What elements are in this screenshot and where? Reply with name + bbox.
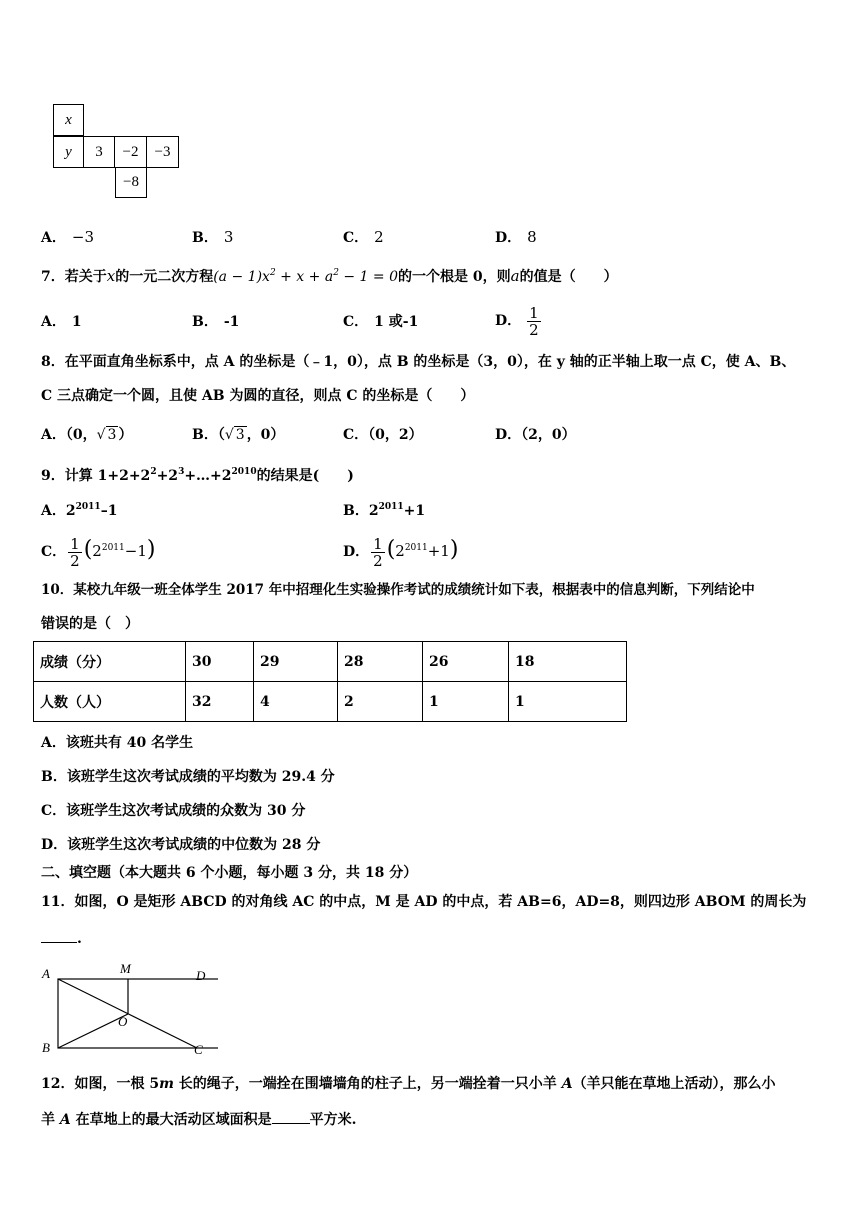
- q7-var: x: [106, 267, 116, 285]
- option-text: （0，: [65, 427, 97, 443]
- question-11-line2: [41, 928, 82, 948]
- table-cell-x: x: [53, 104, 84, 136]
- table-cell: 4: [254, 682, 338, 722]
- q7-option-d[interactable]: [495, 301, 543, 341]
- rectangle-figure: [38, 958, 218, 1058]
- q9-text: +…+2: [184, 468, 232, 484]
- q9-option-b[interactable]: [343, 502, 425, 522]
- power-base: 2: [395, 542, 405, 560]
- q7-a: a: [510, 267, 520, 285]
- table-cell-y: y: [53, 136, 84, 168]
- q10-option-b[interactable]: B．该班学生这次考试成绩的平均数为 29.4 分: [41, 769, 335, 785]
- option-text: ，0）: [246, 427, 285, 443]
- option-text: 2: [374, 228, 384, 246]
- question-11-line1: 11．如图，O 是矩形 ABCD 的对角线 AC 的中点，M 是 AD 的中点，若 AB=6，AD=8，则四边形 ABOM 的周长为: [41, 894, 807, 910]
- q9-text: +2: [156, 468, 179, 484]
- option-letter: D．: [495, 230, 522, 246]
- option-text: 1 或-1: [374, 314, 419, 330]
- table-cell: 1: [509, 682, 627, 722]
- fraction-denominator: 2: [529, 320, 539, 339]
- q8-option-b[interactable]: B．（√ 3 ，0）: [192, 427, 285, 443]
- option-text: 3: [223, 228, 234, 246]
- rectangle-abcd: [58, 979, 218, 1048]
- q8-option-a[interactable]: A．（0，√ 3 ）: [41, 427, 133, 443]
- q7-eq-a: (a − 1)x: [213, 269, 270, 285]
- power-exponent: 2011: [404, 543, 428, 553]
- table-cell: 人数（人）: [34, 682, 186, 722]
- table-cell: 28: [338, 642, 423, 682]
- label-a: A: [42, 966, 50, 981]
- label-b: B: [42, 1040, 50, 1055]
- option-text: −3: [71, 228, 94, 246]
- q12-unit: m: [159, 1076, 174, 1092]
- option-letter: B．: [192, 230, 218, 246]
- q9-option-c[interactable]: C． $\frac{1}{2}$ $(2^{2011}-1)$: [41, 534, 156, 570]
- q7-sup: 2: [333, 268, 339, 278]
- q11-end: .: [77, 931, 82, 947]
- q12-var: A: [59, 1112, 71, 1128]
- option-d[interactable]: [495, 228, 537, 247]
- table-row: [34, 642, 627, 682]
- option-text: （: [217, 427, 225, 443]
- fraction: [68, 536, 82, 569]
- q9-sup: 2010: [231, 467, 257, 477]
- fraction-numerator: 1: [70, 534, 80, 553]
- sqrt-radicand: 3: [235, 427, 245, 443]
- option-text: +1: [427, 542, 450, 560]
- q9-text: 的结果是( ): [256, 468, 354, 484]
- option-letter: B．: [192, 314, 218, 330]
- q7-mid: 的一元二次方程: [115, 269, 214, 285]
- q7-suffix: 的一个根是 0，则: [398, 269, 511, 285]
- q7-end: 的值是（ ）: [519, 269, 618, 285]
- option-text: 1: [71, 314, 82, 330]
- option-text: −1: [124, 542, 147, 560]
- q12-text: 平方米.: [309, 1112, 357, 1128]
- option-text: –1: [100, 503, 118, 519]
- table-cell: 3: [84, 136, 115, 168]
- q7-sup: 2: [269, 268, 276, 278]
- fraction: [527, 305, 541, 338]
- option-letter: C．: [41, 544, 67, 560]
- option-c[interactable]: [343, 228, 384, 247]
- power-exponent: 2011: [378, 502, 404, 512]
- q9-option-a[interactable]: [41, 502, 117, 522]
- q12-var: A: [561, 1076, 573, 1092]
- fraction-denominator: 2: [70, 551, 80, 570]
- option-text: ）: [118, 427, 133, 443]
- option-letter: C．: [343, 230, 369, 246]
- fraction-numerator: 1: [373, 534, 383, 553]
- option-text: 8: [527, 228, 537, 246]
- q10-option-a[interactable]: A．该班共有 40 名学生: [41, 735, 194, 751]
- power-base: 2: [65, 503, 76, 519]
- power-exponent: 2011: [101, 543, 125, 553]
- option-text: -1: [223, 314, 240, 330]
- power-exponent: 2011: [75, 502, 101, 512]
- fraction: [371, 536, 385, 569]
- question-8-line1: 8．在平面直角坐标系中，点 A 的坐标是（﹣1，0），点 B 的坐标是（3，0），在 y 轴的正半轴上取一点 C，使 A、B、: [41, 354, 796, 370]
- question-7: [41, 267, 618, 288]
- q9-sup: 2: [150, 467, 157, 477]
- label-c: C: [194, 1042, 203, 1057]
- table-cell: 18: [509, 642, 627, 682]
- fraction-denominator: 2: [373, 551, 383, 570]
- q9-sup: 3: [178, 467, 185, 477]
- option-letter: B．: [192, 427, 218, 443]
- sqrt-radicand: 3: [107, 427, 117, 443]
- q12-text: 在草地上的最大活动区域面积是: [70, 1112, 272, 1128]
- table-cell: −2: [115, 136, 147, 168]
- table-cell: 1: [423, 682, 509, 722]
- question-10-line2: 错误的是（ ）: [41, 616, 139, 632]
- label-d: D: [196, 968, 206, 983]
- q8-option-d[interactable]: [495, 426, 576, 444]
- option-letter: A．: [41, 503, 66, 519]
- q9-text: 9．计算 1+2+2: [41, 468, 151, 484]
- q7-option-a[interactable]: [41, 313, 82, 331]
- option-letter: D．: [495, 427, 522, 443]
- option-letter: D．: [495, 313, 522, 329]
- question-12-line1: [41, 1075, 776, 1093]
- q7-prefix: 7．若关于: [41, 269, 107, 285]
- q9-option-d[interactable]: D． $\frac{1}{2}$ $(2^{2011}+1)$: [343, 534, 459, 570]
- table-cell: 32: [186, 682, 254, 722]
- q7-equation: [213, 269, 398, 285]
- option-letter: D．: [343, 544, 370, 560]
- question-10-line1: 10．某校九年级一班全体学生 2017 年中招理化生实验操作考试的成绩统计如下表，根据表中的信息判断，下列结论中: [41, 582, 755, 598]
- table-cell: 26: [423, 642, 509, 682]
- q12-text: 羊: [41, 1112, 60, 1128]
- question-8-line2: C 三点确定一个圆，且使 AB 为圆的直径，则点 C 的坐标是（ ）: [41, 388, 475, 404]
- table-cell: 30: [186, 642, 254, 682]
- power-base: 2: [92, 542, 102, 560]
- q10-option-d[interactable]: D．该班学生这次考试成绩的中位数为 28 分: [41, 837, 321, 853]
- option-letter: A．: [41, 230, 66, 246]
- option-letter: A．: [41, 314, 66, 330]
- option-text: （2，0）: [521, 427, 576, 443]
- q12-text: 12．如图，一根 5: [41, 1076, 160, 1092]
- score-table: [33, 641, 627, 722]
- option-b[interactable]: [192, 228, 233, 247]
- q12-text: 长的绳子，一端拴在围墙墙角的柱子上，另一端拴着一只小羊: [173, 1076, 562, 1092]
- option-letter: A．: [41, 427, 66, 443]
- fraction-numerator: 1: [529, 303, 539, 322]
- q7-option-c[interactable]: [343, 313, 418, 331]
- table-row: [34, 682, 627, 722]
- q8-option-c[interactable]: [343, 426, 423, 444]
- table-cell: 成绩（分）: [34, 642, 186, 682]
- table-cell: 29: [254, 642, 338, 682]
- q7-option-b[interactable]: [192, 313, 239, 331]
- option-text: （0，2）: [368, 427, 423, 443]
- label-o: O: [118, 1014, 128, 1029]
- power-base: 2: [368, 503, 379, 519]
- table-cell: −8: [115, 168, 147, 198]
- q12-text: （羊只能在草地上活动），那么小: [572, 1076, 776, 1092]
- section-heading: 二、填空题（本大题共 6 个小题，每小题 3 分，共 18 分）: [41, 865, 418, 881]
- q7-eq-rest: + x + a: [275, 269, 334, 285]
- table-cell: −3: [147, 136, 179, 168]
- q10-option-c[interactable]: C．该班学生这次考试成绩的众数为 30 分: [41, 803, 306, 819]
- option-text: +1: [403, 503, 426, 519]
- question-9: [41, 467, 354, 487]
- option-letter: C．: [343, 427, 369, 443]
- option-a[interactable]: [41, 228, 94, 247]
- question-12-line2: [41, 1109, 357, 1129]
- option-letter: B．: [343, 503, 369, 519]
- answer-blank[interactable]: [41, 928, 77, 943]
- answer-blank[interactable]: [272, 1109, 310, 1124]
- label-m: M: [120, 961, 131, 976]
- option-letter: C．: [343, 314, 369, 330]
- q7-eq-end: − 1 = 0: [338, 269, 398, 285]
- table-cell: 2: [338, 682, 423, 722]
